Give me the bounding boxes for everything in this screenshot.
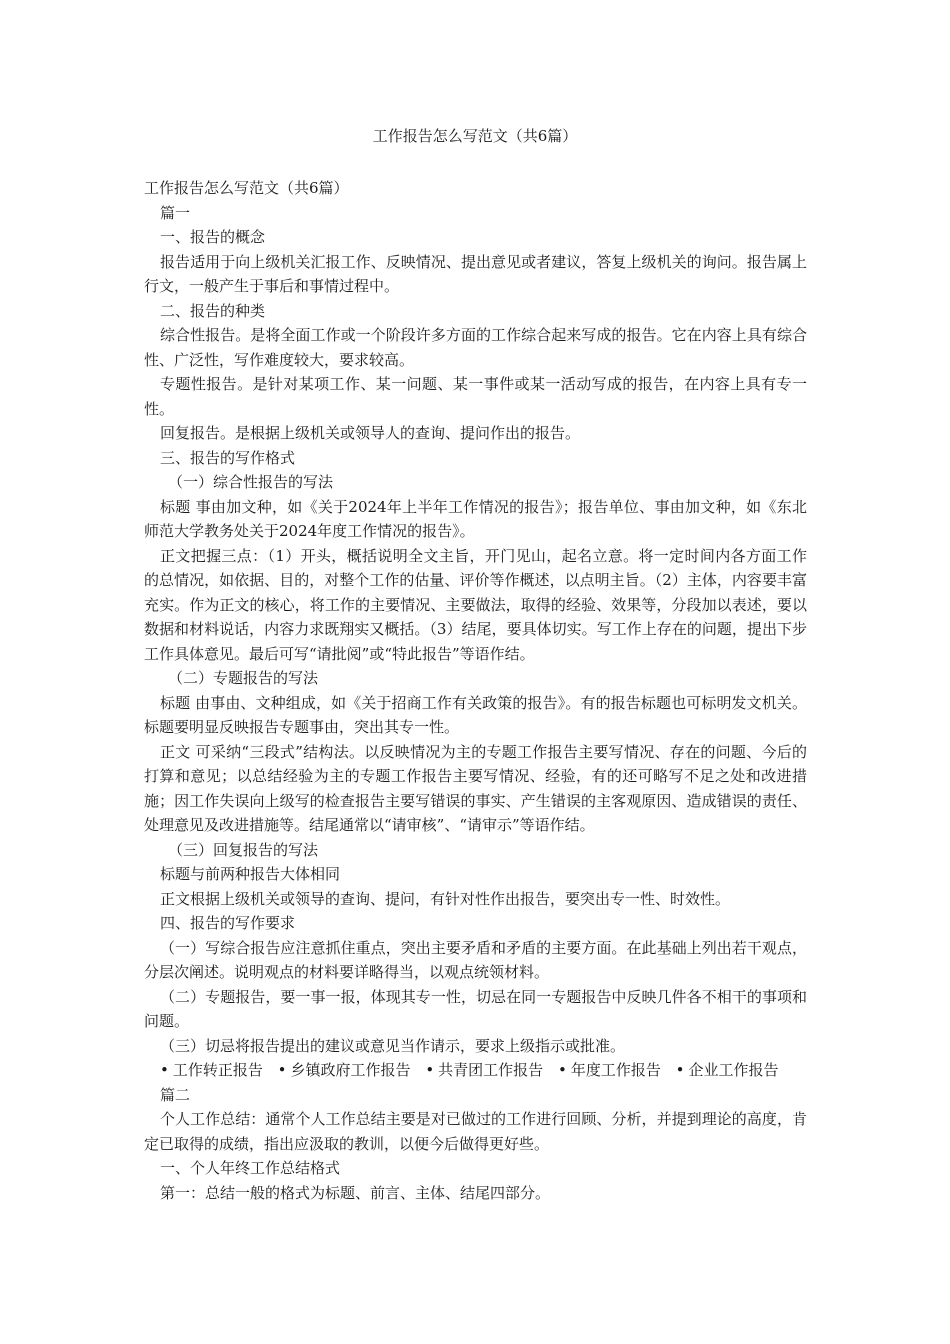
paragraph: 专题性报告。是针对某项工作、某一问题、某一事件或某一活动写成的报告，在内容上具有专一性。 bbox=[144, 375, 807, 418]
related-link[interactable]: • 共青团工作报告 bbox=[425, 1061, 543, 1079]
document-title: 工作报告怎么写范文（共6篇） bbox=[372, 127, 578, 145]
related-link[interactable]: • 年度工作报告 bbox=[558, 1061, 661, 1079]
paragraph: 回复报告。是根据上级机关或领导人的查询、提问作出的报告。 bbox=[160, 424, 581, 442]
section-title: 二、报告的种类 bbox=[160, 301, 266, 320]
paragraph: 标题 事由加文种，如《关于2024年上半年工作情况的报告》；报告单位、事由加文种，如《东北师范大学教务处关于2024年度工作情况的报告》。 bbox=[144, 497, 807, 540]
part-label: 篇一 bbox=[160, 203, 191, 222]
section-title: 三、报告的写作格式 bbox=[160, 448, 296, 467]
paragraph: 个人工作总结：通常个人工作总结主要是对已做过的工作进行回顾、分析，并提到理论的高度，肯定已取得的成绩，指出应汲取的教训，以便今后做得更好些。 bbox=[144, 1110, 807, 1153]
paragraph: （一）写综合报告应注意抓住重点，突出主要矛盾和矛盾的主要方面。在此基础上列出若干观点，分层次阐述。说明观点的材料要详略得当，以观点统领材料。 bbox=[144, 938, 807, 981]
paragraph: 第一：总结一般的格式为标题、前言、主体、结尾四部分。 bbox=[160, 1183, 551, 1202]
paragraph: 报告适用于向上级机关汇报工作、反映情况、提出意见或者建议，答复上级机关的询问。报告属上行文，一般产生于事后和事情过程中。 bbox=[144, 252, 807, 295]
paragraph: （三）切忌将报告提出的建议或意见当作请示，要求上级指示或批准。 bbox=[160, 1036, 626, 1055]
related-link[interactable]: • 乡镇政府工作报告 bbox=[278, 1061, 411, 1079]
document-heading: 工作报告怎么写范文（共6篇） bbox=[144, 179, 349, 197]
paragraph: （二）专题报告，要一事一报，体现其专一性，切忌在同一专题报告中反映几件各不相干的事项和问题。 bbox=[144, 987, 807, 1030]
section-title: 四、报告的写作要求 bbox=[160, 914, 296, 932]
document-body bbox=[144, 176, 807, 1205]
paragraph: 标题 由事由、文种组成，如《关于招商工作有关政策的报告》。有的报告标题也可标明发文机关。标题要明显反映报告专题事由，突出其专一性。 bbox=[144, 693, 807, 736]
paragraph: 正文 可采纳“三段式”结构法。以反映情况为主的专题工作报告主要写情况、存在的问题、今后的打算和意见；以总结经验为主的专题工作报告主要写情况、经验，有的还可略写不足之处和改进措施；因工作失误向上级写的检查报告主要写错误的事实、产生错误的主客观原因、造成错误的责任、处理意见及改进措施等。结尾通常以“请审核”、“请审示”等语作结。 bbox=[144, 742, 807, 834]
part-label: 篇二 bbox=[160, 1085, 191, 1104]
subsection-title: （三）回复报告的写法 bbox=[168, 840, 319, 859]
related-links bbox=[144, 1058, 807, 1083]
paragraph: 综合性报告。是将全面工作或一个阶段许多方面的工作综合起来写成的报告。它在内容上具有综合性、广泛性，写作难度较大，要求较高。 bbox=[144, 326, 807, 369]
subsection-title: （二）专题报告的写法 bbox=[168, 669, 319, 687]
paragraph: 正文把握三点：（1）开头，概括说明全文主旨，开门见山，起名立意。将一定时间内各方面工作的总情况，如依据、目的，对整个工作的估量、评价等作概述，以点明主旨。（2）主体，内容要丰富充实。作为正文的核心，将工作的主要情况、主要做法，取得的经验、效果等，分段加以表述，要以数据和材料说话，内容力求既翔实又概括。（3）结尾，要具体切实。写工作上存在的问题，提出下步工作具体意见。最后可写“请批阅”或“特此报告”等语作结。 bbox=[144, 546, 807, 663]
section-title: 一、个人年终工作总结格式 bbox=[160, 1159, 341, 1177]
related-link[interactable]: • 企业工作报告 bbox=[676, 1061, 779, 1079]
paragraph: 正文根据上级机关或领导的查询、提问，有针对性作出报告，要突出专一性、时效性。 bbox=[160, 889, 731, 908]
subsection-title: （一）综合性报告的写法 bbox=[168, 473, 334, 491]
paragraph: 标题与前两种报告大体相同 bbox=[160, 865, 341, 883]
related-link[interactable]: • 工作转正报告 bbox=[160, 1061, 263, 1079]
section-title: 一、报告的概念 bbox=[160, 228, 266, 246]
